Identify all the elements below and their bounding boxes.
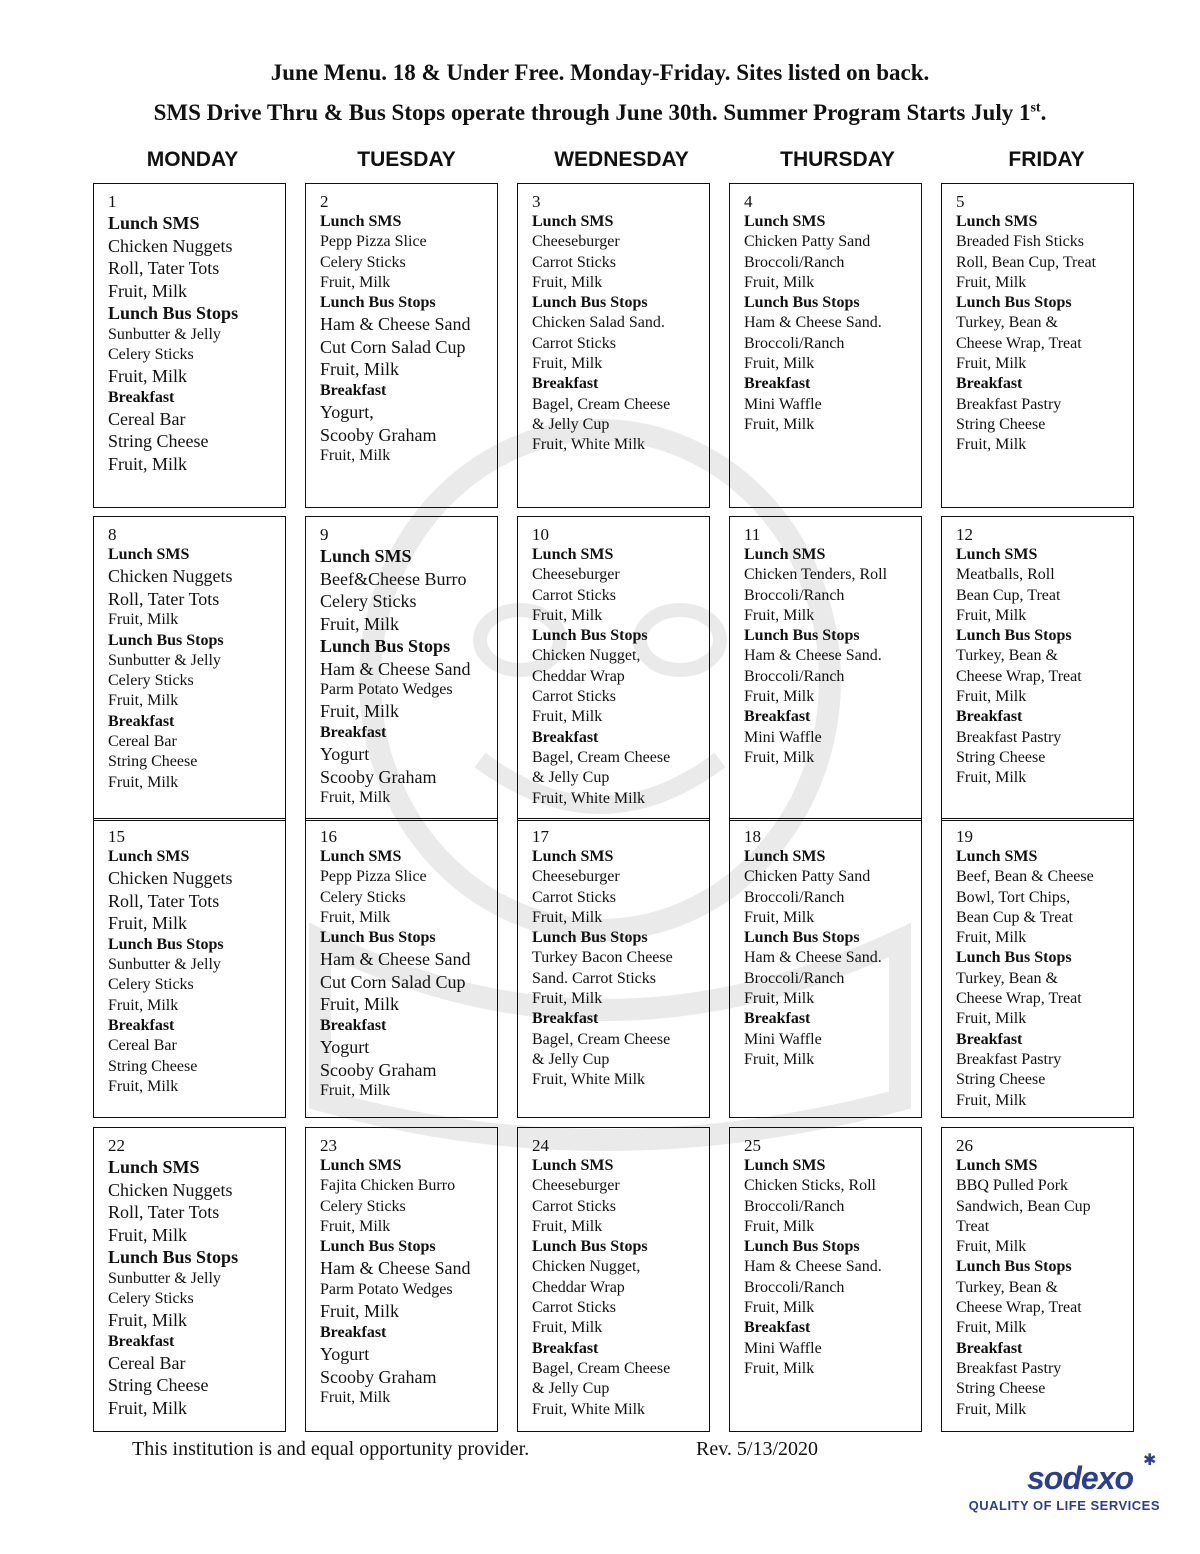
meal-heading: Breakfast — [532, 1339, 599, 1357]
day-number: 11 — [744, 525, 761, 544]
menu-day-cell — [729, 183, 922, 508]
menu-item: Fruit, Milk — [108, 1397, 188, 1418]
day-number: 2 — [320, 192, 329, 211]
menu-item: Sand. Carrot Sticks — [532, 969, 656, 987]
menu-item: Cheese Wrap, Treat — [956, 1299, 1082, 1317]
menu-item: Fruit, Milk — [320, 1082, 391, 1100]
menu-day-cell — [729, 516, 922, 821]
menu-item: Celery Sticks — [320, 591, 417, 611]
menu-item: Breakfast Pastry — [956, 1050, 1062, 1068]
menu-item: Fruit, Milk — [320, 1389, 391, 1407]
menu-item: Fruit, Milk — [744, 1299, 815, 1317]
meal-heading: Breakfast — [320, 1323, 387, 1341]
menu-item: Roll, Tater Tots — [108, 890, 220, 911]
menu-item: Broccoli/Ranch — [744, 1197, 845, 1215]
menu-item: BBQ Pulled Pork — [956, 1177, 1069, 1195]
menu-item: Bagel, Cream Cheese — [532, 1359, 671, 1377]
menu-item: Ham & Cheese Sand. — [744, 314, 882, 332]
meal-heading: Lunch SMS — [108, 213, 200, 233]
menu-item: Yogurt — [320, 744, 370, 765]
meal-heading: Breakfast — [108, 1016, 175, 1034]
menu-item: Fruit, White Milk — [532, 789, 646, 807]
menu-item: & Jelly Cup — [532, 1380, 610, 1398]
menu-item: Pepp Pizza Slice — [320, 233, 427, 251]
menu-item: Sunbutter & Jelly — [108, 1269, 221, 1287]
menu-item: Carrot Sticks — [532, 1197, 616, 1215]
meal-heading: Lunch SMS — [108, 546, 190, 563]
menu-item: Cereal Bar — [108, 733, 177, 751]
sodexo-logo — [968, 1450, 1175, 1520]
meal-heading: Lunch Bus Stops — [956, 1258, 1072, 1276]
menu-item: Mini Waffle — [744, 395, 822, 413]
meal-heading: Breakfast — [108, 1332, 175, 1350]
meal-heading: Lunch SMS — [108, 1157, 200, 1177]
menu-day-cell — [305, 1127, 498, 1432]
menu-item: Fruit, Milk — [108, 996, 179, 1014]
meal-heading: Lunch SMS — [320, 546, 412, 566]
menu-day-cell — [93, 516, 286, 821]
menu-item: Fruit, Milk — [956, 1010, 1027, 1028]
menu-item: Broccoli/Ranch — [744, 969, 845, 987]
menu-item: Celery Sticks — [108, 976, 194, 994]
menu-item: Breakfast Pastry — [956, 728, 1062, 746]
menu-item: Turkey, Bean & — [956, 314, 1058, 332]
menu-item: Fruit, Milk — [956, 929, 1027, 947]
equal-opportunity-statement: This institution is and equal opportunity provider. — [132, 1438, 530, 1460]
day-header-tuesday: TUESDAY — [357, 148, 456, 171]
menu-day-cell — [93, 183, 286, 508]
menu-day-cell — [305, 183, 498, 508]
menu-item: Pepp Pizza Slice — [320, 868, 427, 886]
menu-day-cell — [729, 818, 922, 1118]
menu-item: Chicken Sticks, Roll — [744, 1177, 876, 1195]
menu-item: Roll, Tater Tots — [108, 588, 220, 609]
menu-day-cell — [941, 183, 1134, 508]
menu-item: Fruit, Milk — [108, 1310, 188, 1331]
menu-item: Chicken Salad Sand. — [532, 314, 665, 332]
menu-item: Celery Sticks — [320, 253, 406, 271]
menu-item: Carrot Sticks — [532, 586, 616, 604]
day-number: 26 — [956, 1136, 973, 1155]
menu-item: Fruit, Milk — [744, 748, 815, 766]
menu-item: Fruit, Milk — [320, 273, 391, 291]
menu-item: Broccoli/Ranch — [744, 334, 845, 352]
menu-item: Fruit, Milk — [532, 708, 603, 726]
menu-item: String Cheese — [956, 1071, 1046, 1089]
menu-item: Parm Potato Wedges — [320, 681, 453, 698]
menu-item: Fruit, Milk — [532, 606, 603, 624]
day-header-monday: MONDAY — [146, 148, 239, 171]
menu-item: Yogurt — [320, 1344, 370, 1365]
menu-item: Scooby Graham — [320, 424, 437, 445]
menu-item: Chicken Nugget, — [532, 647, 641, 665]
menu-item: Fruit, Milk — [744, 355, 815, 373]
meal-heading: Lunch Bus Stops — [108, 1247, 239, 1267]
menu-item: String Cheese — [956, 415, 1046, 433]
meal-heading: Lunch Bus Stops — [532, 1238, 648, 1256]
menu-item: Celery Sticks — [108, 672, 194, 690]
meal-heading: Lunch SMS — [744, 848, 826, 865]
menu-item: Cheese Wrap, Treat — [956, 990, 1082, 1008]
day-number: 24 — [532, 1136, 549, 1155]
menu-item: Yogurt, — [320, 402, 374, 423]
day-number: 17 — [532, 827, 549, 846]
menu-item: Turkey, Bean & — [956, 969, 1058, 987]
meal-heading: Breakfast — [108, 388, 175, 406]
menu-item: Chicken Patty Sand — [744, 233, 871, 251]
menu-item: Fruit, Milk — [956, 769, 1027, 787]
meal-heading: Lunch SMS — [744, 213, 826, 230]
menu-item: Cheeseburger — [532, 1177, 620, 1195]
menu-item: Fruit, Milk — [320, 789, 391, 807]
menu-item: Fruit, Milk — [320, 359, 400, 380]
menu-item: Fruit, Milk — [320, 447, 391, 465]
menu-item: Fruit, Milk — [956, 1319, 1027, 1337]
day-number: 25 — [744, 1136, 761, 1155]
menu-item: Treat — [956, 1217, 990, 1235]
menu-day-cell — [305, 818, 498, 1118]
menu-item: String Cheese — [956, 1380, 1046, 1398]
menu-item: Carrot Sticks — [532, 688, 616, 706]
menu-item: Fruit, Milk — [744, 606, 815, 624]
menu-item: Chicken Tenders, Roll — [744, 566, 888, 584]
meal-heading: Lunch Bus Stops — [320, 1238, 436, 1256]
menu-item: Sandwich, Bean Cup — [956, 1197, 1091, 1215]
meal-heading: Lunch Bus Stops — [108, 935, 224, 953]
meal-heading: Lunch SMS — [956, 1157, 1038, 1174]
menu-item: Bagel, Cream Cheese — [532, 1030, 671, 1048]
menu-day-cell — [517, 818, 710, 1118]
day-number: 3 — [532, 192, 541, 211]
menu-item: Fruit, Milk — [108, 773, 179, 791]
menu-item: Fajita Chicken Burro — [320, 1177, 456, 1195]
meal-heading: Lunch SMS — [956, 848, 1038, 865]
menu-item: Fruit, Milk — [956, 355, 1027, 373]
meal-heading: Breakfast — [320, 381, 387, 399]
menu-day-cell — [517, 516, 710, 821]
meal-heading: Lunch SMS — [744, 546, 826, 563]
menu-item: Turkey, Bean & — [956, 1278, 1058, 1296]
menu-item: Ham & Cheese Sand. — [744, 1258, 882, 1276]
menu-item: Turkey, Bean & — [956, 647, 1058, 665]
day-number: 19 — [956, 827, 973, 846]
menu-item: & Jelly Cup — [532, 769, 610, 787]
day-number: 16 — [320, 827, 337, 846]
menu-item: Fruit, Milk — [108, 692, 179, 710]
meal-heading: Lunch Bus Stops — [108, 631, 224, 649]
meal-heading: Lunch Bus Stops — [320, 636, 451, 656]
day-header-friday: FRIDAY — [1008, 148, 1085, 171]
menu-item: Fruit, Milk — [956, 1400, 1027, 1418]
menu-item: Fruit, Milk — [108, 1224, 188, 1245]
meal-heading: Lunch Bus Stops — [532, 627, 648, 645]
meal-heading: Breakfast — [108, 712, 175, 730]
menu-item: Roll, Tater Tots — [108, 1202, 220, 1222]
menu-item: Mini Waffle — [744, 728, 822, 746]
menu-item: Fruit, Milk — [532, 990, 603, 1008]
menu-item: Ham & Cheese Sand. — [744, 647, 882, 665]
meal-heading: Lunch SMS — [956, 213, 1038, 230]
menu-day-cell — [941, 516, 1134, 821]
menu-item: Bean Cup & Treat — [956, 908, 1073, 926]
menu-item: Fruit, Milk — [744, 908, 815, 926]
menu-item: Fruit, Milk — [108, 1077, 179, 1095]
menu-item: Broccoli/Ranch — [744, 586, 845, 604]
meal-heading: Breakfast — [956, 708, 1023, 726]
meal-heading: Breakfast — [320, 1016, 387, 1034]
meal-heading: Lunch SMS — [532, 1157, 614, 1174]
menu-item: Cheese Wrap, Treat — [956, 667, 1082, 685]
meal-heading: Breakfast — [532, 728, 599, 746]
meal-heading: Lunch Bus Stops — [532, 929, 648, 947]
menu-item: Cheddar Wrap — [532, 667, 625, 685]
menu-item: Mini Waffle — [744, 1339, 822, 1357]
day-number: 12 — [956, 525, 973, 544]
menu-item: Carrot Sticks — [532, 1299, 616, 1317]
menu-item: String Cheese — [956, 748, 1046, 766]
menu-item: Fruit, Milk — [744, 990, 815, 1008]
day-number: 10 — [532, 525, 549, 544]
meal-heading: Lunch Bus Stops — [744, 627, 860, 645]
meal-heading: Lunch SMS — [532, 546, 614, 563]
meal-heading: Breakfast — [744, 1319, 811, 1337]
revision-date: Rev. 5/13/2020 — [696, 1438, 819, 1460]
menu-item: Fruit, White Milk — [532, 1071, 646, 1089]
meal-heading: Lunch Bus Stops — [744, 1238, 860, 1256]
menu-item: Fruit, Milk — [320, 1217, 391, 1235]
menu-item: String Cheese — [108, 431, 209, 452]
menu-item: & Jelly Cup — [532, 415, 610, 433]
day-number: 15 — [108, 827, 125, 846]
menu-item: Celery Sticks — [320, 888, 406, 906]
menu-item: Fruit, Milk — [956, 606, 1027, 624]
meal-heading: Breakfast — [532, 375, 599, 393]
meal-heading: Lunch Bus Stops — [956, 949, 1072, 967]
menu-item: Mini Waffle — [744, 1030, 822, 1048]
menu-item: Fruit, Milk — [744, 1359, 815, 1377]
meal-heading: Breakfast — [532, 1010, 599, 1028]
meal-heading: Breakfast — [744, 708, 811, 726]
day-header-thursday: THURSDAY — [780, 148, 895, 171]
menu-item: Fruit, Milk — [320, 994, 400, 1015]
menu-item: Yogurt — [320, 1037, 370, 1058]
menu-item: Fruit, Milk — [956, 1091, 1027, 1109]
meal-heading: Lunch Bus Stops — [320, 929, 436, 947]
menu-item: Celery Sticks — [320, 1197, 406, 1215]
menu-item: Chicken Nuggets — [108, 1179, 233, 1200]
menu-item: Fruit, Milk — [532, 1217, 603, 1235]
menu-day-cell — [305, 516, 498, 821]
menu-item: Breakfast Pastry — [956, 395, 1062, 413]
menu-item: Broccoli/Ranch — [744, 888, 845, 906]
menu-item: Cereal Bar — [108, 1352, 186, 1373]
day-number: 1 — [108, 192, 117, 211]
menu-item: Ham & Cheese Sand — [320, 1258, 471, 1279]
menu-item: Fruit, Milk — [956, 1238, 1027, 1256]
menu-item: String Cheese — [108, 753, 198, 771]
menu-item: Cereal Bar — [108, 408, 186, 429]
menu-item: Fruit, Milk — [956, 436, 1027, 454]
menu-item: Cheddar Wrap — [532, 1278, 625, 1296]
day-number: 23 — [320, 1136, 337, 1155]
menu-item: Chicken Nuggets — [108, 235, 233, 256]
menu-item: Bagel, Cream Cheese — [532, 748, 671, 766]
menu-item: Bean Cup, Treat — [956, 586, 1061, 604]
meal-heading: Lunch SMS — [956, 546, 1038, 563]
menu-item: Roll, Tater Tots — [108, 258, 220, 278]
menu-item: Fruit, Milk — [956, 688, 1027, 706]
meal-heading: Lunch SMS — [532, 213, 614, 230]
meal-heading: Breakfast — [744, 375, 811, 393]
meal-heading: Lunch Bus Stops — [320, 294, 436, 312]
star-icon: ✱ — [1143, 1452, 1157, 1469]
menu-item: Breakfast Pastry — [956, 1359, 1062, 1377]
day-number: 5 — [956, 192, 965, 211]
meal-heading: Breakfast — [956, 1030, 1023, 1048]
menu-item: Ham & Cheese Sand. — [744, 949, 882, 967]
menu-item: Broccoli/Ranch — [744, 253, 845, 271]
menu-item: Fruit, Milk — [108, 913, 188, 934]
menu-item: Fruit, Milk — [108, 453, 188, 474]
menu-item: Bagel, Cream Cheese — [532, 395, 671, 413]
menu-title: June Menu. 18 & Under Free. Monday-Friday. Sites listed on back. — [270, 60, 930, 85]
menu-item: Fruit, Milk — [744, 688, 815, 706]
menu-item: Beef, Bean & Cheese — [956, 868, 1094, 886]
menu-item: Roll, Bean Cup, Treat — [956, 253, 1097, 271]
logo-wordmark: sodexo — [1027, 1460, 1134, 1496]
menu-item: Celery Sticks — [108, 345, 194, 363]
menu-item: Fruit, Milk — [532, 1319, 603, 1337]
menu-item: Beef&Cheese Burro — [320, 568, 467, 589]
menu-item: Chicken Nugget, — [532, 1258, 641, 1276]
menu-item: Bowl, Tort Chips, — [956, 888, 1071, 906]
menu-item: Sunbutter & Jelly — [108, 956, 221, 974]
menu-item: Carrot Sticks — [532, 253, 616, 271]
menu-item: Carrot Sticks — [532, 334, 616, 352]
menu-day-cell — [517, 1127, 710, 1432]
day-header-wednesday: WEDNESDAY — [554, 148, 689, 171]
menu-item: Fruit, Milk — [744, 1050, 815, 1068]
menu-item: String Cheese — [108, 1375, 209, 1396]
menu-item: Chicken Patty Sand — [744, 868, 871, 886]
menu-item: Fruit, Milk — [108, 611, 179, 629]
menu-item: Chicken Nuggets — [108, 868, 233, 889]
menu-item: Cut Corn Salad Cup — [320, 971, 466, 992]
day-number: 4 — [744, 192, 753, 211]
menu-item: Fruit, Milk — [532, 273, 603, 291]
menu-item: Carrot Sticks — [532, 888, 616, 906]
menu-item: Fruit, Milk — [532, 355, 603, 373]
menu-item: Celery Sticks — [108, 1289, 194, 1307]
meal-heading: Lunch SMS — [320, 213, 402, 230]
menu-day-cell — [517, 183, 710, 508]
day-number: 8 — [108, 525, 117, 544]
meal-heading: Breakfast — [956, 375, 1023, 393]
menu-item: Cheese Wrap, Treat — [956, 334, 1082, 352]
menu-item: Chicken Nuggets — [108, 566, 233, 587]
menu-item: Cereal Bar — [108, 1037, 177, 1055]
day-number: 22 — [108, 1136, 125, 1155]
menu-item: Fruit, Milk — [320, 701, 400, 722]
menu-item: Fruit, White Milk — [532, 436, 646, 454]
meal-heading: Lunch SMS — [108, 848, 190, 865]
menu-item: Sunbutter & Jelly — [108, 325, 221, 343]
menu-item: Fruit, Milk — [956, 273, 1027, 291]
menu-day-cell — [941, 1127, 1134, 1432]
menu-item: Scooby Graham — [320, 1059, 437, 1080]
day-number: 9 — [320, 525, 329, 544]
meal-heading: Lunch SMS — [532, 848, 614, 865]
menu-item: Fruit, Milk — [320, 908, 391, 926]
menu-item: Fruit, White Milk — [532, 1400, 646, 1418]
meal-heading: Breakfast — [744, 1010, 811, 1028]
menu-item: Scooby Graham — [320, 766, 437, 787]
menu-item: String Cheese — [108, 1057, 198, 1075]
menu-day-cell — [93, 1127, 286, 1432]
meal-heading: Lunch Bus Stops — [108, 303, 239, 323]
meal-heading: Lunch Bus Stops — [744, 929, 860, 947]
menu-item: Meatballs, Roll — [956, 566, 1055, 584]
menu-item: Parm Potato Wedges — [320, 1280, 453, 1298]
menu-item: Ham & Cheese Sand — [320, 658, 471, 679]
menu-item: Fruit, Milk — [320, 1301, 400, 1322]
menu-item: Fruit, Milk — [532, 908, 603, 926]
menu-item: Fruit, Milk — [320, 613, 400, 634]
menu-item: & Jelly Cup — [532, 1050, 610, 1068]
menu-item: Fruit, Milk — [744, 273, 815, 291]
meal-heading: Lunch Bus Stops — [744, 294, 860, 312]
menu-item: Cheeseburger — [532, 868, 620, 886]
menu-item: Broccoli/Ranch — [744, 1278, 845, 1296]
menu-day-cell — [93, 818, 286, 1118]
menu-subtitle: SMS Drive Thru & Bus Stops operate through June 30th. Summer Program Starts July 1st. — [153, 100, 1047, 125]
menu-item: Broccoli/Ranch — [744, 667, 845, 685]
menu-day-cell — [729, 1127, 922, 1432]
menu-item: Fruit, Milk — [108, 366, 188, 387]
menu-item: Fruit, Milk — [108, 280, 188, 301]
meal-heading: Lunch SMS — [320, 848, 402, 865]
menu-item: Sunbutter & Jelly — [108, 651, 221, 669]
meal-heading: Lunch SMS — [320, 1157, 402, 1174]
meal-heading: Lunch Bus Stops — [956, 627, 1072, 645]
day-number: 18 — [744, 827, 761, 846]
meal-heading: Breakfast — [956, 1339, 1023, 1357]
menu-item: Breaded Fish Sticks — [956, 233, 1084, 251]
meal-heading: Breakfast — [320, 723, 387, 741]
menu-item: Cheeseburger — [532, 233, 620, 251]
menu-item: Scooby Graham — [320, 1366, 437, 1387]
menu-item: Ham & Cheese Sand — [320, 314, 471, 335]
meal-heading: Lunch Bus Stops — [956, 294, 1072, 312]
menu-item: Cut Corn Salad Cup — [320, 336, 466, 357]
menu-item: Fruit, Milk — [744, 1217, 815, 1235]
meal-heading: Lunch Bus Stops — [532, 294, 648, 312]
meal-heading: Lunch SMS — [744, 1157, 826, 1174]
menu-item: Fruit, Milk — [744, 415, 815, 433]
menu-item: Cheeseburger — [532, 566, 620, 584]
menu-item: Turkey Bacon Cheese — [532, 949, 673, 967]
menu-day-cell — [941, 818, 1134, 1118]
menu-item: Ham & Cheese Sand — [320, 949, 471, 970]
logo-tagline: QUALITY OF LIFE SERVICES — [968, 1498, 1160, 1513]
